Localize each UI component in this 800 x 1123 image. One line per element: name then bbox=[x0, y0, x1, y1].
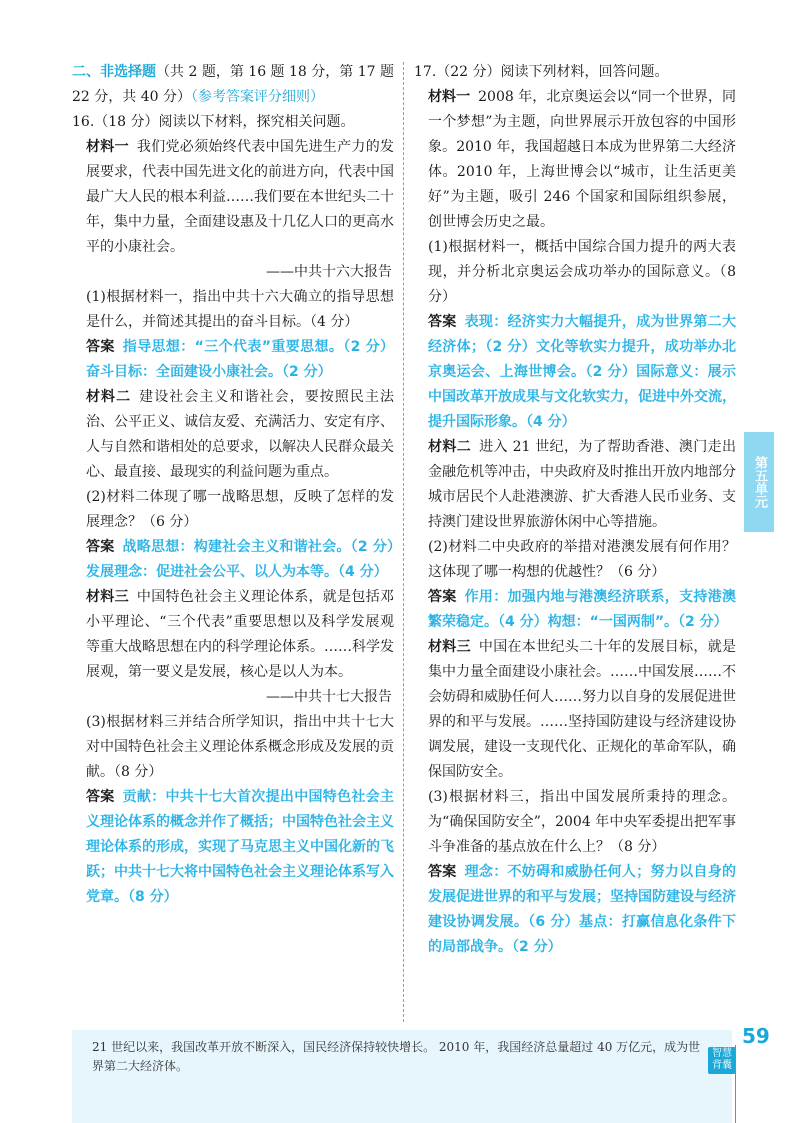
wisdom-badge: 智慧背囊 bbox=[708, 1047, 736, 1074]
r-sub-question-2 bbox=[414, 535, 736, 585]
sub-question-1-num: (1) bbox=[86, 289, 106, 305]
answer-3-label: 答案 bbox=[86, 789, 115, 805]
section-info: （共 2 题，第 16 题 18 分，第 17 题 22 分，共 40 分） bbox=[72, 64, 395, 105]
material-1-source: ——中共十六大报告 bbox=[266, 264, 392, 280]
material-1-label: 材料一 bbox=[86, 139, 129, 155]
r-sub-question-1-text: 根据材料一，概括中国综合国力提升的两大表现，并分析北京奥运会成功举办的国际意义。（8 分） bbox=[428, 239, 736, 305]
r-material-3-label: 材料三 bbox=[428, 639, 471, 655]
r-answer-1-label: 答案 bbox=[428, 314, 457, 330]
answer-1 bbox=[72, 335, 394, 385]
r-answer-2-label: 答案 bbox=[428, 589, 457, 605]
r-sub-question-1 bbox=[414, 235, 736, 310]
sub-question-3-text: 根据材料三并结合所学知识，指出中共十七大对中国特色社会主义理论体系概念形成及发展的贡献。（8 分） bbox=[86, 714, 394, 780]
sub-question-2 bbox=[72, 485, 394, 535]
section-note: （参考答案评分细则） bbox=[190, 89, 324, 105]
answer-1-text: 指导思想：“三个代表”重要思想。（2 分）奋斗目标：全面建设小康社会。（2 分） bbox=[86, 339, 394, 380]
unit-side-tab: 第五单元 bbox=[744, 432, 774, 532]
r-material-3-text: 中国在本世纪头二十年的发展目标，就是集中力量全面建设小康社会。……中国发展……不会妨碍和威胁任何人……努力以自身的发展促进世界的和平与发展。……坚持国防建设与经济建设协调发展，建设一支现代化、正规化的革命军队，确保国防安全。 bbox=[428, 639, 737, 780]
answer-2 bbox=[72, 535, 394, 585]
r-sub-question-1-num: (1) bbox=[428, 239, 448, 255]
sub-question-1-text: 根据材料一，指出中共十六大确立的指导思想是什么，并简述其提出的奋斗目标。（4 分） bbox=[86, 289, 394, 330]
badge-line bbox=[735, 1045, 736, 1123]
column-divider bbox=[403, 62, 404, 1022]
material-3-label: 材料三 bbox=[86, 589, 129, 605]
material-1-text: 我们党必须始终代表中国先进生产力的发展要求，代表中国先进文化的前进方向，代表中国最广大人民的根本利益……我们要在本世纪头二十年，集中力量，全面建设惠及十几亿人口的更高水平的小康社会。 bbox=[86, 139, 395, 255]
r-sub-question-3-text: 根据材料三，指出中国发展所秉持的理念。为“确保国防安全”，2004 年中央军委提出把军事斗争准备的基点放在什么上？（8 分） bbox=[428, 789, 736, 855]
r-material-1-text: 2008 年，北京奥运会以“同一个世界，同一个梦想”为主题，向世界展示开放包容的中国形象。2010 年，我国超越日本成为世界第二大经济体。2010 年，上海世博会以“城市，让生活更美好”为主题，吸引 246 个国家和国际组织参展，创世博会历史之最。 bbox=[428, 89, 736, 230]
r-material-3 bbox=[414, 635, 736, 785]
r-sub-question-3-num: (3) bbox=[428, 789, 448, 805]
r-answer-3-text: 理念：不妨碍和威胁任何人；努力以自身的发展促进世界的和平与发展；坚持国防建设与经济建设协调发展。（6 分）基点：打赢信息化条件下的局部战争。（2 分） bbox=[428, 864, 737, 955]
sub-question-2-num: (2) bbox=[86, 489, 106, 505]
material-2-text: 建设社会主义和谐社会，要按照民主法治、公平正义、诚信友爱、充满活力、安定有序、人与自然和谐相处的总要求，以解决人民群众最关心、最直接、最现实的利益问题为重点。 bbox=[86, 389, 395, 480]
r-material-2-label: 材料二 bbox=[428, 439, 472, 455]
material-1 bbox=[72, 135, 394, 260]
sub-question-3-num: (3) bbox=[86, 714, 106, 730]
sub-question-3 bbox=[72, 710, 394, 785]
r-material-1-label: 材料一 bbox=[428, 89, 471, 105]
answer-3 bbox=[72, 785, 394, 910]
r-material-2 bbox=[414, 435, 736, 535]
r-material-1 bbox=[414, 85, 736, 235]
material-3-text: 中国特色社会主义理论体系，就是包括邓小平理论、“三个代表”重要思想以及科学发展观等重大战略思想在内的科学理论体系。……科学发展观，第一要义是发展，核心是以人为本。 bbox=[86, 589, 395, 680]
sub-question-1 bbox=[72, 285, 394, 335]
question-16-head: 16.（18 分）阅读以下材料，探究相关问题。 bbox=[72, 114, 355, 130]
material-2 bbox=[72, 385, 394, 485]
r-sub-question-3 bbox=[414, 785, 736, 860]
material-3-source: ——中共十七大报告 bbox=[266, 689, 392, 705]
r-answer-2-text: 作用：加强内地与港澳经济联系，支持港澳繁荣稳定。（4 分）构想：“一国两制”。（2 分） bbox=[428, 589, 737, 630]
answer-2-text: 战略思想：构建社会主义和谐社会。（2 分）发展理念：促进社会公平、以人为本等。（4 分） bbox=[86, 539, 394, 580]
sub-question-2-text: 材料二体现了哪一战略思想，反映了怎样的发展理念？（6 分） bbox=[86, 489, 394, 530]
r-answer-1 bbox=[414, 310, 736, 435]
material-3 bbox=[72, 585, 394, 685]
answer-1-label: 答案 bbox=[86, 339, 115, 355]
r-sub-question-2-text: 材料二中央政府的举措对港澳发展有何作用？这体现了哪一构想的优越性？（6 分） bbox=[428, 539, 736, 580]
r-material-2-text: 进入 21 世纪，为了帮助香港、澳门走出金融危机等冲击，中央政府及时推出开放内地部分城市居民个人赴港澳游、扩大香港人民币业务、支持澳门建设世界旅游休闲中心等措施。 bbox=[428, 439, 736, 530]
material-2-label: 材料二 bbox=[86, 389, 132, 405]
r-answer-1-text: 表现：经济实力大幅提升，成为世界第二大经济体；（2 分）文化等软实力提升，成功举办北京奥运会、上海世博会。（2 分）国际意义：展示中国改革开放成果与文化软实力，促进中外交流，提升国际形象。（4 分） bbox=[428, 314, 737, 430]
r-answer-3-label: 答案 bbox=[428, 864, 457, 880]
answer-2-label: 答案 bbox=[86, 539, 115, 555]
question-17-head: 17.（22 分）阅读下列材料，回答问题。 bbox=[414, 64, 669, 80]
section-header bbox=[72, 60, 394, 110]
page-number: 59 bbox=[742, 1024, 770, 1048]
left-column bbox=[72, 60, 394, 910]
r-answer-2 bbox=[414, 585, 736, 635]
answer-3-text: 贡献：中共十七大首次提出中国特色社会主义理论体系的概念并作了概括；中国特色社会主义理论体系的形成，实现了马克思主义中国化新的飞跃；中共十七大将中国特色社会主义理论体系写入党章。（8 分） bbox=[86, 789, 395, 905]
footer-text: 21 世纪以来，我国改革开放不断深入，国民经济保持较快增长。 2010 年，我国经济总量超过 40 万亿元，成为世界第二大经济体。 bbox=[92, 1040, 701, 1073]
r-answer-3 bbox=[414, 860, 736, 960]
section-title: 二、非选择题 bbox=[72, 64, 157, 80]
right-column bbox=[414, 60, 736, 960]
r-sub-question-2-num: (2) bbox=[428, 539, 448, 555]
